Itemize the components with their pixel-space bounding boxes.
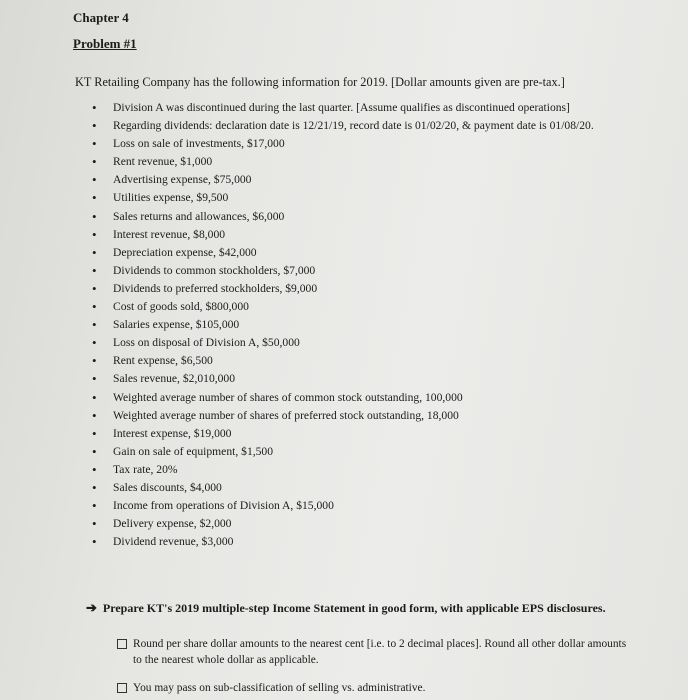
list-item-text: Loss on disposal of Division A, $50,000 <box>113 336 300 350</box>
list-item-text: Rent revenue, $1,000 <box>113 155 213 169</box>
bullet-icon: • <box>92 190 97 206</box>
list-item-text: Depreciation expense, $42,000 <box>113 245 257 259</box>
bullet-icon: • <box>92 353 97 369</box>
list-item-text: Utilities expense, $9,500 <box>113 191 229 205</box>
bullet-icon: • <box>92 299 97 315</box>
bullet-icon: • <box>92 154 97 170</box>
list-item-text: Dividend revenue, $3,000 <box>113 535 234 549</box>
list-item-text: Sales revenue, $2,010,000 <box>113 372 236 386</box>
list-item-text: Loss on sale of investments, $17,000 <box>113 137 285 151</box>
bullet-icon: • <box>92 461 97 477</box>
bullet-icon: • <box>92 136 97 152</box>
bullet-icon: • <box>92 516 97 532</box>
list-item-text: Sales returns and allowances, $6,000 <box>113 209 285 223</box>
note-text: You may pass on sub-classification of selling vs. administrative. <box>133 682 426 694</box>
list-item-text: Weighted average number of shares of preferred stock outstanding, 18,000 <box>113 408 459 422</box>
arrow-right-icon: ➔ <box>86 600 97 615</box>
bullet-icon: • <box>92 534 97 550</box>
bullet-icon: • <box>92 226 97 242</box>
list-item-text: Division A was discontinued during the last quarter. [Assume qualifies as discontinued operations] <box>113 101 570 114</box>
list-item-text: Regarding dividends: declaration date is 12/21/19, record date is 01/02/20, & payment date is 01/08/20. <box>113 119 594 133</box>
problem-heading: Problem #1 <box>73 36 137 51</box>
bullet-icon: • <box>92 371 97 387</box>
bullet-icon: • <box>92 335 97 351</box>
list-item-text: Interest expense, $19,000 <box>113 426 232 440</box>
list-item-text: Gain on sale of equipment, $1,500 <box>113 444 274 458</box>
bullet-icon: • <box>92 262 97 278</box>
bullet-icon: • <box>92 118 97 134</box>
checkbox-icon <box>117 683 127 693</box>
bullet-icon: • <box>92 479 97 495</box>
bullet-icon: • <box>92 317 97 333</box>
bullet-icon: • <box>92 407 97 423</box>
list-item-text: Salaries expense, $105,000 <box>113 318 240 332</box>
chapter-heading: Chapter 4 <box>73 10 129 25</box>
list-item-text: Advertising expense, $75,000 <box>113 173 252 187</box>
list-item-text: Delivery expense, $2,000 <box>113 517 232 531</box>
list-item-text: Dividends to preferred stockholders, $9,000 <box>113 281 318 295</box>
list-item-text: Interest revenue, $8,000 <box>113 227 226 241</box>
checkbox-icon <box>117 639 127 649</box>
bullet-icon: • <box>92 100 97 115</box>
bullet-icon: • <box>92 280 97 296</box>
task-text: Prepare KT's 2019 multiple-step Income Statement in good form, with applicable EPS disclosures. <box>102 601 606 615</box>
bullet-icon: • <box>92 389 97 405</box>
bullet-icon: • <box>92 443 97 459</box>
bullet-icon: • <box>92 498 97 514</box>
list-item-text: Weighted average number of shares of common stock outstanding, 100,000 <box>113 390 463 404</box>
list-item-text: Rent expense, $6,500 <box>113 354 213 368</box>
list-item-text: Sales discounts, $4,000 <box>113 480 222 494</box>
list-item-text: Tax rate, 20% <box>113 462 178 476</box>
list-item-text: Cost of goods sold, $800,000 <box>113 300 249 314</box>
note-text: Round per share dollar amounts to the nearest cent [i.e. to 2 decimal places]. Round all other dollar amounts to the nearest whole dollar as applicable. <box>133 638 627 666</box>
list-item-text: Dividends to common stockholders, $7,000 <box>113 263 316 277</box>
bullet-icon: • <box>92 425 97 441</box>
bullet-icon: • <box>92 208 97 224</box>
intro-paragraph: KT Retailing Company has the following information for 2019. [Dollar amounts given are pre-tax.] <box>75 75 565 89</box>
task-instruction <box>86 600 606 616</box>
bullet-icon: • <box>92 172 97 188</box>
list-item-text: Income from operations of Division A, $15,000 <box>113 499 334 513</box>
bullet-icon: • <box>92 244 97 260</box>
